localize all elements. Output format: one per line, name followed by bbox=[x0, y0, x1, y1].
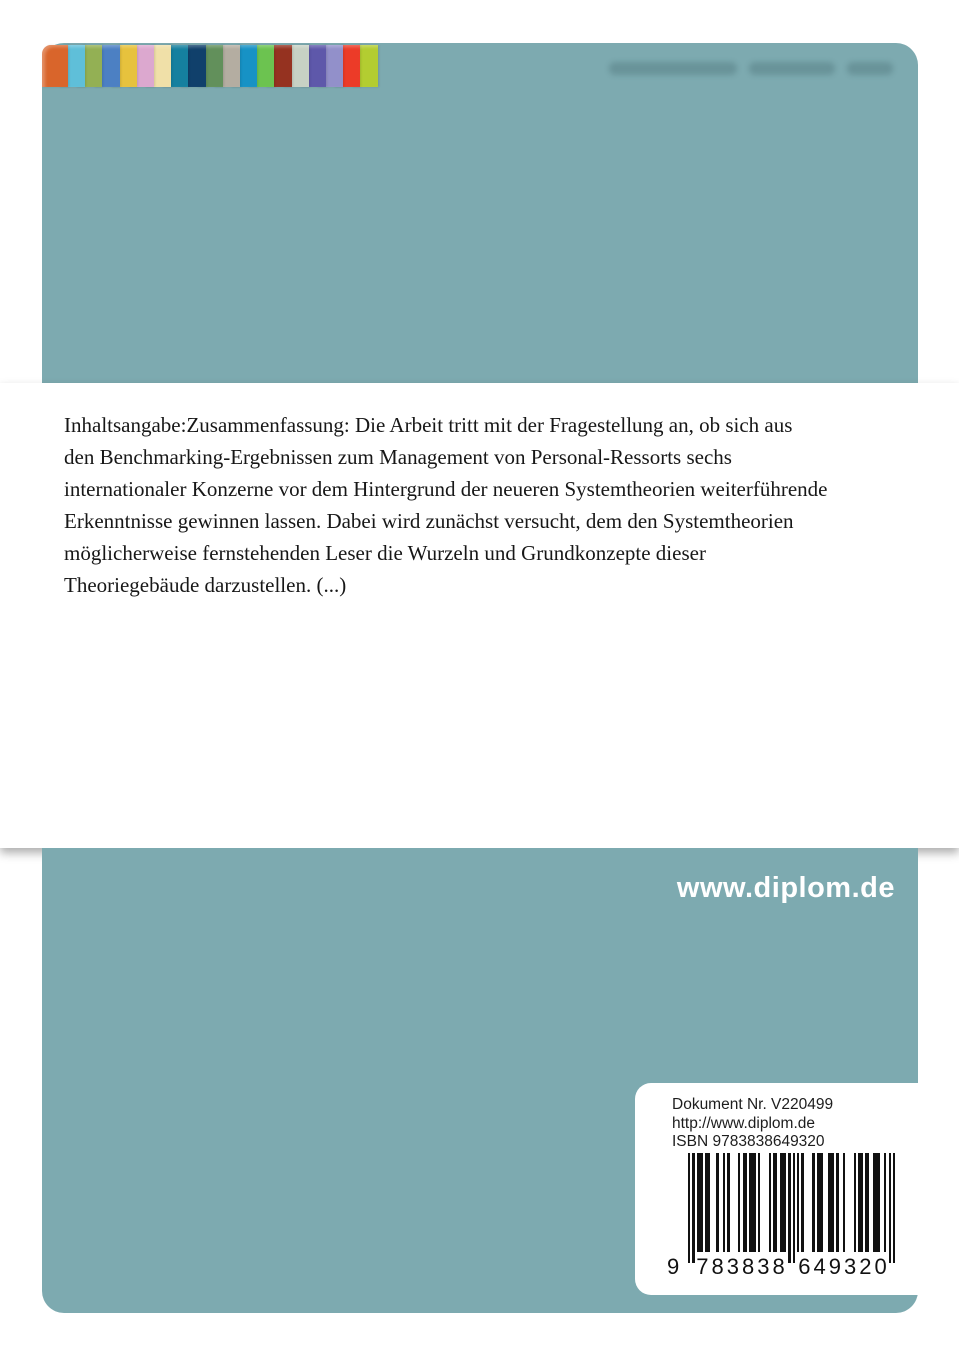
info-text-block bbox=[672, 1096, 833, 1152]
barcode-bar bbox=[723, 1153, 725, 1252]
summary-line: Inhaltsangabe:Zusammenfassung: Die Arbeit tritt mit der Fragestellung an, ob sich aus bbox=[64, 413, 793, 437]
barcode-bar bbox=[893, 1153, 895, 1263]
barcode-bar bbox=[758, 1153, 760, 1252]
barcode-digit-first: 9 bbox=[667, 1254, 682, 1279]
color-stripe bbox=[42, 45, 68, 87]
barcode-bar bbox=[769, 1153, 771, 1252]
barcode-bar bbox=[867, 1153, 869, 1252]
barcode-bar bbox=[801, 1153, 803, 1252]
barcode-bar bbox=[788, 1153, 790, 1263]
isbn-info-box bbox=[635, 1083, 937, 1295]
barcode-bars bbox=[688, 1153, 896, 1263]
barcode-bar bbox=[832, 1153, 834, 1252]
barcode-digits-left-group: 783838 bbox=[696, 1254, 788, 1279]
barcode-bar bbox=[708, 1153, 710, 1252]
barcode-bar bbox=[843, 1153, 845, 1252]
barcode-bar bbox=[775, 1153, 777, 1252]
barcode-bar bbox=[692, 1153, 694, 1263]
barcode-digits-right-group: 649320 bbox=[798, 1254, 890, 1279]
barcode-bar bbox=[727, 1153, 729, 1252]
barcode-bar bbox=[878, 1153, 880, 1252]
isbn-number: ISBN 9783838649320 bbox=[672, 1133, 825, 1150]
barcode-bar bbox=[884, 1153, 886, 1252]
barcode-bar bbox=[753, 1153, 755, 1252]
website-text: www.diplom.de bbox=[676, 872, 895, 904]
barcode-bar bbox=[821, 1153, 823, 1252]
barcode-bar bbox=[836, 1153, 838, 1252]
faint-watermark-text bbox=[609, 57, 893, 79]
summary-line: möglicherweise fernstehenden Leser die Wurzeln und Grundkonzepte dieser bbox=[64, 541, 706, 565]
watermark-blob bbox=[847, 62, 893, 75]
barcode-bar bbox=[889, 1153, 891, 1263]
ean13-barcode bbox=[635, 1153, 937, 1283]
cover-footer-band bbox=[42, 848, 918, 1313]
summary-line: internationaler Konzerne vor dem Hintergrund der neueren Systemtheorien weiterführende bbox=[64, 477, 828, 501]
barcode-bar bbox=[745, 1153, 747, 1252]
barcode-bar bbox=[716, 1153, 718, 1252]
watermark-blob bbox=[609, 62, 737, 75]
watermark-blob bbox=[749, 62, 835, 75]
summary-line: Theoriegebäude darzustellen. (...) bbox=[64, 573, 347, 597]
summary-line: den Benchmarking-Ergebnissen zum Management von Personal-Ressorts sechs bbox=[64, 445, 732, 469]
barcode-bar bbox=[812, 1153, 814, 1252]
barcode-bar bbox=[688, 1153, 690, 1263]
barcode-bar bbox=[860, 1153, 862, 1252]
summary-panel bbox=[0, 383, 959, 848]
barcode-bar bbox=[784, 1153, 786, 1252]
document-url: http://www.diplom.de bbox=[672, 1114, 816, 1132]
barcode-bar bbox=[854, 1153, 856, 1252]
barcode-bar bbox=[793, 1153, 795, 1263]
summary-text bbox=[64, 409, 924, 601]
summary-line: Erkenntnisse gewinnen lassen. Dabei wird zunächst versucht, dem den Systemtheorien bbox=[64, 509, 794, 533]
barcode-bar bbox=[797, 1153, 799, 1252]
cover-header-band bbox=[42, 43, 918, 383]
barcode-bar bbox=[701, 1153, 703, 1252]
barcode-bar bbox=[738, 1153, 740, 1252]
color-stripes bbox=[42, 45, 442, 87]
document-number: Dokument Nr. V220499 bbox=[672, 1096, 834, 1113]
